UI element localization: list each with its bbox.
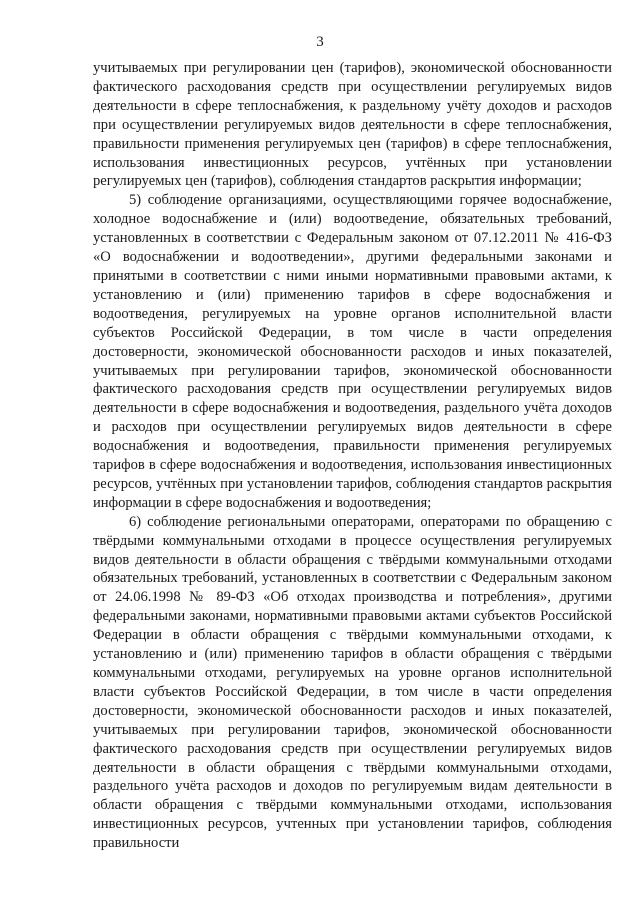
document-body bbox=[93, 59, 612, 853]
paragraph-item-6: 6) соблюдение региональными операторами, операторами по обращению с твёрдыми коммунальными отходами в процессе осуществления регулируемых видов деятельности в области обращения с твёрдыми коммунальными отходами обязательных требований, установленных в соответствии с Федеральным законом от 24.06.1998 № 89-ФЗ «Об отходах производства и потребления», другими федеральными законами, нормативными правовыми актами субъектов Российской Федерации в области обращения с твёрдыми коммунальными отходами, к установлению и (или) применению тарифов в области обращения с твёрдыми коммунальными отходами, регулируемых на уровне органов исполнительной власти субъектов Российской Федерации, в том числе в части определения достоверности, экономической обоснованности расходов и иных показателей, учитываемых при регулировании тарифов, экономической обоснованности фактического расходования средств при осуществлении регулируемых видов деятельности в области обращения с твёрдыми коммунальными отходами, раздельного учёта расходов и доходов по регулируемым видам деятельности в области обращения с твёрдыми коммунальными отходами, использования инвестиционных ресурсов, учтенных при установлении тарифов, соблюдения правильности bbox=[93, 513, 612, 852]
paragraph-continuation: учитываемых при регулировании цен (тарифов), экономической обоснованности фактического расходования средств при осуществлении регулируемых видов деятельности в сфере теплоснабжения, к раздельному учёту доходов и расходов при осуществлении регулируемых видов деятельности в сфере теплоснабжения, правильности применения регулируемых цен (тарифов) в сфере теплоснабжения, использования инвестиционных ресурсов, учтённых при установлении регулируемых цен (тарифов), соблюдения стандартов раскрытия информации; bbox=[93, 60, 612, 190]
page-number: 3 bbox=[316, 34, 324, 50]
paragraph-item-5: 5) соблюдение организациями, осуществляющими горячее водоснабжение, холодное водоснабжение и (или) водоотведение, обязательных требований, установленных в соответствии с Федеральным законом от 07.12.2011 № 416-ФЗ «О водоснабжении и водоотведении», другими федеральными законами и принятыми в соответствии с ними иными нормативными правовыми актами, к установлению и (или) применению тарифов в сфере водоснабжения и водоотведения, регулируемых на уровне органов исполнительной власти субъектов Российской Федерации, в том числе в части определения достоверности, экономической обоснованности расходов и иных показателей, учитываемых при регулировании тарифов, экономической обоснованности фактического расходования средств при осуществлении регулируемых видов деятельности в сфере водоснабжения и водоотведения, раздельного учёта доходов и расходов при осуществлении регулируемых видов деятельности в сфере водоснабжения и водоотведения, правильности применения регулируемых тарифов в сфере водоснабжения и водоотведения, использования инвестиционных ресурсов, учтённых при установлении тарифов, соблюдения стандартов раскрытия информации в сфере водоснабжения и водоотведения; bbox=[93, 192, 612, 511]
